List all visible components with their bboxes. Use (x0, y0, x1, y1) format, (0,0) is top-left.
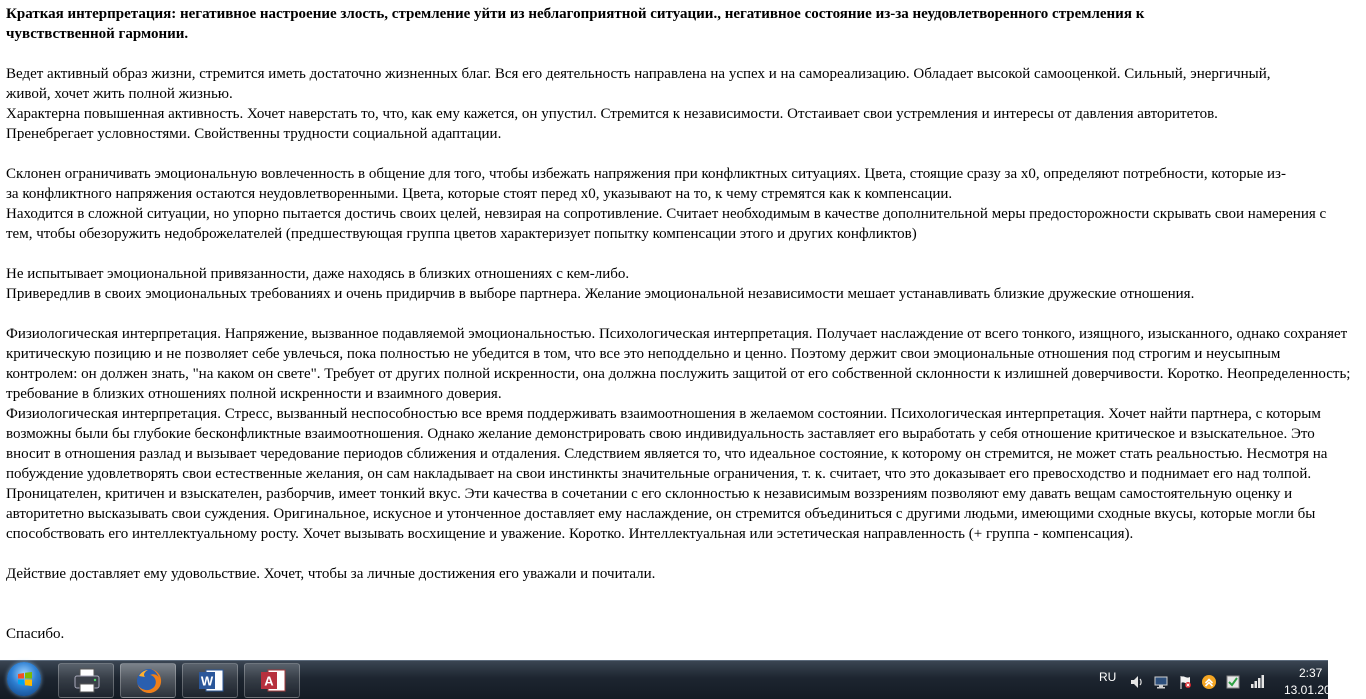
volume-icon[interactable] (1129, 674, 1145, 690)
paragraph-physiological-1: Физиологическая интерпретация. Напряжение, вызванное подавляемой эмоциональностью. Психологическая интерпретация. Получает наслаждение от всего тонкого, изящного, изысканного, однако сохраняет критическую позицию и не позволяет себе увлечься, пока полностью не убедится в том, что все это неподдельно и ценно. Поэтому держит свои эмоциональные отношения под строгим и неусыпным контролем: он должен знать, "на каком он свете". Требует от других полной искренности, она должна послужить защитой от его собственной склонности к излишней доверчивости. Коротко. Неопределенность; требование в близких отношениях полной искренности и взаимного доверия. (6, 326, 1351, 402)
blank-line (6, 44, 1366, 64)
taskbar-access-button[interactable] (244, 663, 300, 698)
paragraph-action: Действие доставляет ему удовольствие. Хочет, чтобы за личные достижения его уважали и почитали. (6, 566, 656, 582)
document-content (6, 4, 1366, 644)
blank-line (6, 304, 1366, 324)
language-indicator[interactable]: RU (1099, 670, 1117, 684)
paragraph-difficult-situation: Находится в сложной ситуации, но упорно пытается достичь своих целей, невзирая на сопротивление. Считает необходимым в качестве дополнительной меры предосторожности скрывать свои намерения с тем, чтобы обезоружить недоброжелателей (предшествующая группа цветов характеризует попытку компенсации этого и других конфликтов) (6, 206, 1327, 242)
paragraph-activity: Характерна повышенная активность. Хочет наверстать то, что, как ему кажется, он упустил. Стремится к независимости. Отстаивает свои устремления и интересы от давления авторитетов. Пренебрегает условностями. Свойственны трудности социальной адаптации. (6, 106, 1218, 142)
clock-date[interactable]: 13.01.2015 (1284, 683, 1345, 697)
svg-text:W: W (200, 673, 214, 689)
taskbar-printer-button[interactable] (58, 663, 114, 698)
printer-icon (72, 666, 102, 695)
system-tray (1090, 661, 1345, 699)
network-icon[interactable] (1153, 674, 1169, 690)
clock-time[interactable]: 2:37 (1299, 666, 1323, 680)
taskbar-word-button[interactable] (182, 663, 238, 698)
word-icon (196, 666, 226, 695)
blank-line (6, 144, 1366, 164)
start-orb-icon (7, 662, 41, 696)
firefox-icon (134, 666, 164, 695)
windows-flag-icon (17, 671, 33, 687)
action-center-flag-icon[interactable] (1177, 674, 1193, 690)
update-icon[interactable] (1201, 674, 1217, 690)
closing-text: Спасибо. (6, 626, 65, 642)
blank-line (6, 244, 1366, 264)
paragraph-physiological-2: Физиологическая интерпретация. Стресс, вызванный неспособностью все время поддерживать взаимоотношения в желаемом состоянии. Психологическая интерпретация. Хочет найти партнера, с которым возможны были бы глубокие бесконфликтные взаимоотношения. Однако желание демонстрировать свою индивидуальность заставляет его выработать у себя отношение критическое и взыскательное. Это вносит в отношения разлад и вызывает чередование периодов сближения и отдаления. Следствием является то, что идеальное состояние, к которому он стремится, не может стать реальностью. Несмотря на побуждение удовлетворять свои естественные желания, он сам накладывает на свои инстинкты значительные ограничения, т. к. считает, что это доказывает его превосходство и поднимает его над толпой. Проницателен, критичен и взыскателен, разборчив, имеет тонкий вкус. Эти качества в сочетании с его склонностью к независимым воззрениям позволяют ему давать вещам самостоятельную оценку и авторитетно высказывать свои суждения. Оригинальное, искусное и утонченное доставляет ему наслаждение, он стремится объединиться с другими людьми, имеющими сходные вкусы, которые могли бы способствовать его интеллектуальному росту. Хочет вызывать восхищение и уважение. Коротко. Интеллектуальная или эстетическая направленность (+ группа - компенсация). (6, 406, 1328, 542)
security-icon[interactable] (1225, 674, 1241, 690)
paragraph-lifestyle: Ведет активный образ жизни, стремится иметь достаточно жизненных благ. Вся его деятельность направлена на успех и на самореализацию. Обладает высокой самооценкой. Сильный, энергичный, живой, хочет жить полной жизнью. (6, 66, 1271, 102)
network-signal-icon[interactable] (1249, 674, 1265, 690)
start-button[interactable] (2, 661, 48, 699)
taskbar (0, 660, 1345, 699)
blank-line (6, 544, 1366, 564)
svg-text:A: A (264, 673, 274, 689)
paragraph-emotional-involvement: Склонен ограничивать эмоциональную вовлеченность в общение для того, чтобы избежать напряжения при конфликтных ситуациях. Цвета, стоящие сразу за x0, определяют потребности, которые из-за конфликтного напряжения остаются неудовлетворенными. Цвета, которые стоят перед x0, указывают на то, к чему стремятся как к компенсации. (6, 166, 1286, 202)
access-icon (258, 666, 288, 695)
document-heading: Краткая интерпретация: негативное настроение злость, стремление уйти из неблагоприятной ситуации., негативное состояние из-за неудовлетворенного стремления к чувствственной гармонии. (6, 6, 1145, 42)
taskbar-firefox-button[interactable] (120, 663, 176, 698)
paragraph-attachment: Не испытывает эмоциональной привязанности, даже находясь в близких отношениях с кем-либо. (6, 266, 630, 282)
paragraph-partner-choice: Привередлив в своих эмоциональных требованиях и очень придирчив в выборе партнера. Желание эмоциональной независимости мешает устанавливать близкие дружеские отношения. (6, 286, 1195, 302)
blank-line (6, 584, 1366, 624)
